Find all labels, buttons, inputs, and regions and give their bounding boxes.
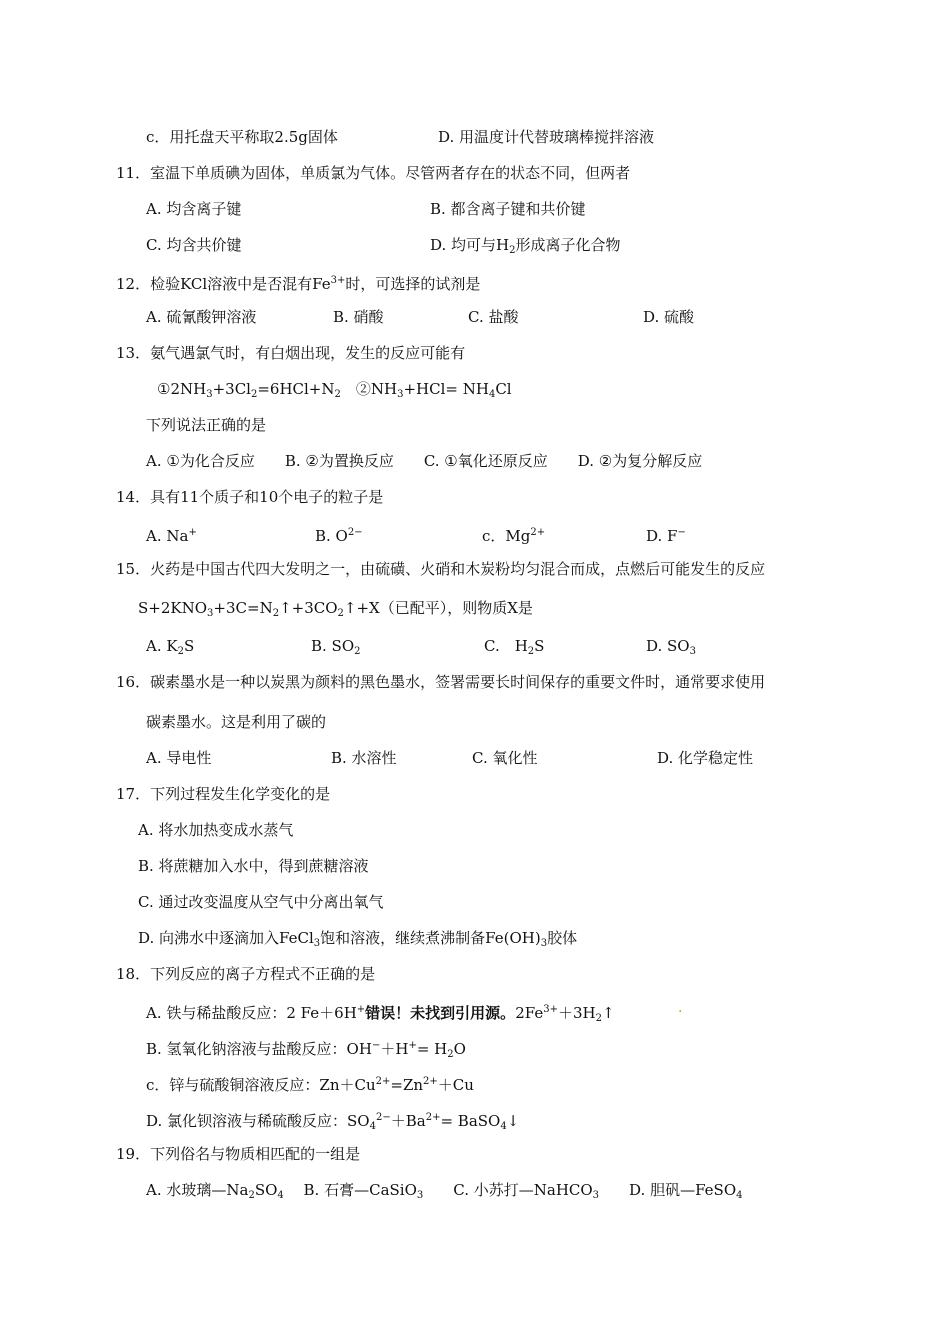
q14-option-b: B. $O^{2-}$ xyxy=(315,527,363,545)
q17-option-b: B. 将蔗糖加入水中，得到蔗糖溶液 xyxy=(138,857,369,875)
q12-option-a: A. 硫氰酸钾溶液 xyxy=(146,308,257,326)
q13-reactions: $①2NH_3+3Cl_2=6HCl+N_2$ $②NH_3+HCl= NH_4Cl$ xyxy=(157,380,512,400)
q15-option-c: C. $H_2S$ xyxy=(484,637,545,657)
q11-option-d: D. 均可与$H_2$形成离子化合物 xyxy=(430,236,621,256)
q12-stem: 12．检验KCl溶液中是否混有$Fe^{3+}$时，可选择的试剂是 xyxy=(116,275,481,293)
q13-prompt: 下列说法正确的是 xyxy=(146,416,267,434)
q15-equation: $S+2KNO_3+3C=N_2↑+3CO_2↑+X$（已配平），则物质X是 xyxy=(138,599,533,619)
margin-dot: . xyxy=(678,1000,683,1016)
q16-stem-cont: 碳素墨水。这是利用了碳的 xyxy=(146,713,327,731)
q18-error-text: 错误！未找到引用源。 xyxy=(365,1004,516,1022)
q12-option-b: B. 硝酸 xyxy=(333,308,384,326)
q11-stem: 11．室温下单质碘为固体，单质氯为气体。尽管两者存在的状态不同，但两者 xyxy=(116,164,631,182)
q13-stem: 13．氨气遇氯气时，有白烟出现，发生的反应可能有 xyxy=(116,344,466,362)
q17-stem: 17．下列过程发生化学变化的是 xyxy=(116,785,331,803)
q18-stem: 18．下列反应的离子方程式不正确的是 xyxy=(116,965,376,983)
q11-option-c: C. 均含共价键 xyxy=(146,236,242,254)
q10-option-d: D. 用温度计代替玻璃棒搅拌溶液 xyxy=(438,128,655,146)
q18-option-d: D. 氯化钡溶液与稀硫酸反应：$SO_4^{2-}+Ba^{2+}=$ BaSO$_4$↓ xyxy=(146,1112,520,1132)
q12-option-c: C. 盐酸 xyxy=(468,308,519,326)
q15-option-d: D. $SO_3$ xyxy=(646,637,696,657)
q16-option-b: B. 水溶性 xyxy=(331,749,397,767)
q15-option-a: A. $K_2S$ xyxy=(146,637,195,657)
q11-option-b: B. 都含离子键和共价键 xyxy=(430,200,586,218)
q18-option-a: A. 铁与稀盐酸反应：2 Fe＋6H+错误！未找到引用源。$2Fe^{3+}+3H_2↑$ xyxy=(146,1004,615,1024)
q16-option-d: D. 化学稳定性 xyxy=(657,749,754,767)
q16-stem: 16．碳素墨水是一种以炭黑为颜料的黑色墨水，签署需要长时间保存的重要文件时，通常要求使用 xyxy=(116,673,766,691)
q14-option-c: c．$Mg^{2+}$ xyxy=(482,527,546,545)
q17-option-c: C. 通过改变温度从空气中分离出氧气 xyxy=(138,893,384,911)
q17-option-d: D. 向沸水中逐滴加入FeCl$_3$饱和溶液，继续煮沸制备$Fe(OH)_3$胶体 xyxy=(138,929,578,949)
q16-option-a: A. 导电性 xyxy=(146,749,212,767)
q14-option-d: D. F− xyxy=(646,527,686,545)
q17-option-a: A. 将水加热变成水蒸气 xyxy=(138,821,294,839)
q15-option-b: B. $SO_2$ xyxy=(311,637,361,657)
q10-option-c: c．用托盘天平称取2.5g固体 xyxy=(146,128,338,146)
q16-option-c: C. 氧化性 xyxy=(472,749,538,767)
q12-option-d: D. 硫酸 xyxy=(643,308,695,326)
q11-option-a: A. 均含离子键 xyxy=(146,200,242,218)
q14-option-a: A. Na+ xyxy=(146,527,197,545)
q13-options: A. ①为化合反应 B. ②为置换反应 C. ①氧化还原反应 D. ②为复分解反应 xyxy=(146,452,703,470)
q19-options: A. 水玻璃$—Na_2SO_4$ B. 石膏—CaSiO$_3$ C. 小苏打—NaHCO$_3$ D. 胆矾—FeSO$_4$ xyxy=(146,1181,743,1201)
q18-option-c: c．锌与硫酸铜溶液反应：$Zn+Cu^{2+}=Zn^{2+}+Cu$ xyxy=(146,1076,474,1094)
q14-stem: 14．具有11个质子和10个电子的粒子是 xyxy=(116,488,384,506)
q18-option-b: B. 氢氧化钠溶液与盐酸反应：$OH^-+H^+= H_2O$ xyxy=(146,1040,466,1060)
q19-stem: 19．下列俗名与物质相匹配的一组是 xyxy=(116,1145,361,1163)
q15-stem: 15．火药是中国古代四大发明之一，由硫磺、火硝和木炭粉均匀混合而成，点燃后可能发生的反应 xyxy=(116,560,766,578)
